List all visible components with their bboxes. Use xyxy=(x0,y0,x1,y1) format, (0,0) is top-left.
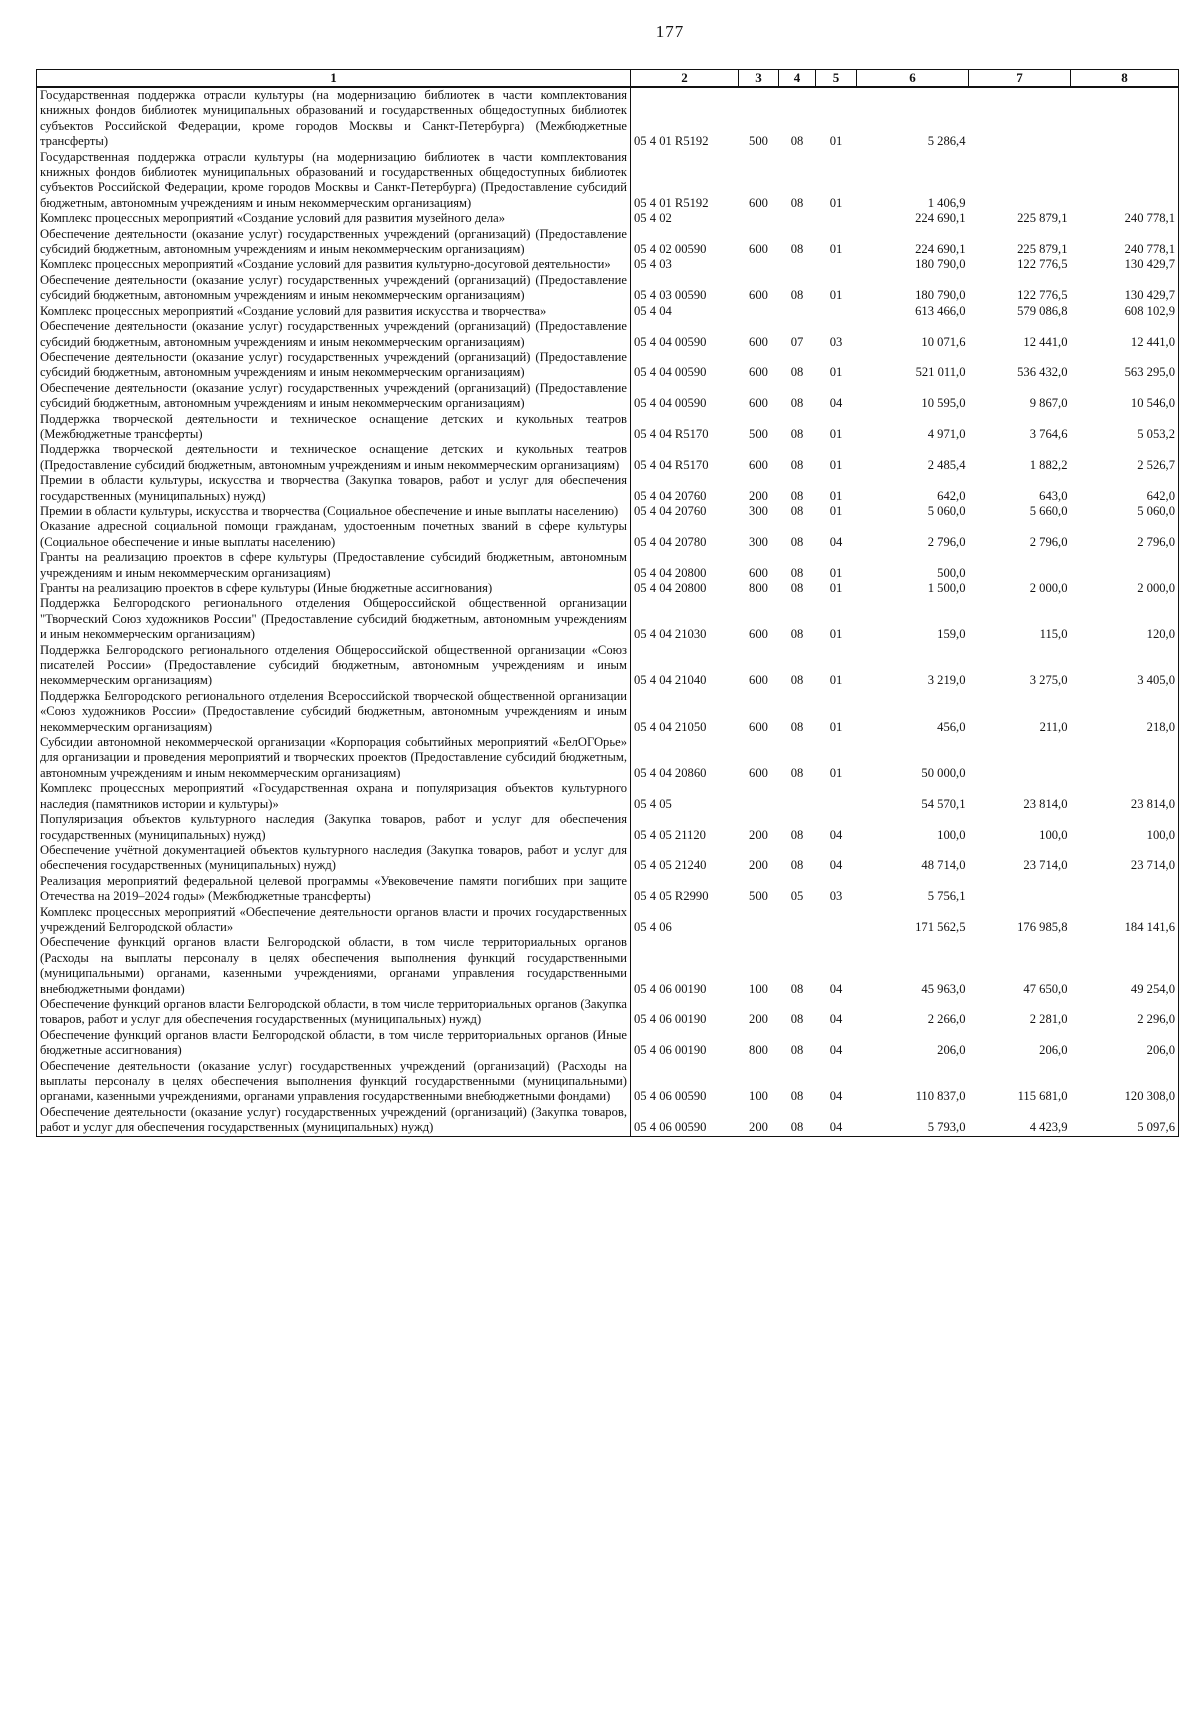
row-description: Реализация мероприятий федеральной целевой программы «Увековечение памяти погибших при защите Отечества на 2019–2024 годы» (Межбюджетные трансферты) xyxy=(37,874,631,905)
amount-col7: 12 441,0 xyxy=(1023,334,1068,349)
budget-code: 05 4 05 xyxy=(631,781,739,812)
amount-col8: 130 429,7 xyxy=(1071,257,1179,272)
subsection-code: 01 xyxy=(829,765,843,780)
expense-type-code: 100 xyxy=(749,981,768,996)
amount-col7: 23 814,0 xyxy=(1023,796,1068,811)
amount-col6: 642,0 xyxy=(937,488,966,503)
amount-col6: 45 963,0 xyxy=(921,981,966,996)
subsection-code xyxy=(816,304,857,319)
amount-col7: 23 714,0 xyxy=(1023,858,1068,873)
expense-type-code xyxy=(739,304,779,319)
expense-type-code xyxy=(739,257,779,272)
amount-col7: 3 764,6 xyxy=(1029,426,1068,441)
amount-col7: 176 985,8 xyxy=(1017,919,1068,934)
subsection-code: 04 xyxy=(829,1043,843,1058)
section-code: 05 xyxy=(790,889,804,904)
section-code: 08 xyxy=(790,627,804,642)
column-header: 6 xyxy=(857,70,969,88)
amount-col6: 100,0 xyxy=(937,827,966,842)
amount-col6: 5 756,1 xyxy=(927,889,966,904)
amount-col7: 211,0 xyxy=(1039,719,1068,734)
row-description: Оказание адресной социальной помощи гражданам, удостоенным почетных званий в сфере культуры (Социальное обеспечение и иные выплаты населению) xyxy=(37,519,631,550)
amount-col6: 10 071,6 xyxy=(921,334,966,349)
amount-col8: 2 796,0 xyxy=(1071,519,1179,550)
budget-code: 05 4 01 R5192 xyxy=(631,150,739,212)
table-row xyxy=(37,442,1179,473)
table-row xyxy=(37,781,1179,812)
table-row xyxy=(37,1059,1179,1105)
table-row xyxy=(37,550,1179,581)
section-code: 08 xyxy=(790,565,804,580)
amount-col8: 5 053,2 xyxy=(1071,412,1179,443)
budget-table xyxy=(36,69,1179,1137)
table-row xyxy=(37,87,1179,150)
table-row xyxy=(37,504,1179,519)
budget-code: 05 4 06 00590 xyxy=(631,1105,739,1136)
table-row xyxy=(37,519,1179,550)
amount-col8: 3 405,0 xyxy=(1071,643,1179,689)
budget-code: 05 4 04 R5170 xyxy=(631,442,739,473)
row-description: Обеспечение деятельности (оказание услуг) государственных учреждений (организаций) (Предоставление субсидий бюджетным, автономным учреждениям и иным некоммерческим организациям) xyxy=(37,381,631,412)
amount-col7: 206,0 xyxy=(1039,1043,1068,1058)
budget-code: 05 4 06 00590 xyxy=(631,1059,739,1105)
amount-col7 xyxy=(969,150,1071,212)
section-code: 08 xyxy=(790,134,804,149)
expense-type-code: 600 xyxy=(749,565,768,580)
amount-col6: 2 796,0 xyxy=(927,534,966,549)
amount-col6: 5 286,4 xyxy=(927,134,966,149)
amount-col8: 2 000,0 xyxy=(1071,581,1179,596)
table-row xyxy=(37,319,1179,350)
amount-col8 xyxy=(1071,87,1179,150)
row-description: Обеспечение функций органов власти Белгородской области, в том числе территориальных органов (Закупка товаров, работ и услуг для обеспечения государственных (муниципальных) нужд) xyxy=(37,997,631,1028)
expense-type-code: 200 xyxy=(739,1105,779,1136)
section-code: 08 xyxy=(790,242,804,257)
amount-col6: 5 793,0 xyxy=(857,1105,969,1136)
budget-code: 05 4 04 R5170 xyxy=(631,412,739,443)
expense-type-code: 600 xyxy=(749,288,768,303)
table-row xyxy=(37,211,1179,226)
budget-code: 05 4 02 xyxy=(631,211,739,226)
row-description: Гранты на реализацию проектов в сфере культуры (Иные бюджетные ассигнования) xyxy=(37,581,631,596)
section-code xyxy=(779,257,816,272)
amount-col6: 613 466,0 xyxy=(915,303,966,318)
budget-code: 05 4 04 xyxy=(631,304,739,319)
subsection-code xyxy=(816,211,857,226)
amount-col7: 9 867,0 xyxy=(1029,396,1068,411)
section-code: 08 xyxy=(779,1105,816,1136)
amount-col6: 1 500,0 xyxy=(927,581,966,595)
section-code: 08 xyxy=(790,426,804,441)
section-code: 08 xyxy=(790,1012,804,1027)
section-code xyxy=(779,304,816,319)
subsection-code: 04 xyxy=(816,1105,857,1136)
column-header: 1 xyxy=(37,70,631,88)
subsection-code: 04 xyxy=(829,534,843,549)
row-description: Обеспечение деятельности (оказание услуг) государственных учреждений (организаций) (Расходы на выплаты персоналу в целях обеспечения выполнения функций государственными (муниципальными) органами, казенными учреждениями, органами управления государственными внебюджетными фондами) xyxy=(37,1059,631,1105)
table-body xyxy=(37,87,1179,1136)
expense-type-code: 600 xyxy=(749,195,768,210)
subsection-code xyxy=(816,257,857,272)
amount-col7: 2 796,0 xyxy=(1029,534,1068,549)
row-description: Комплекс процессных мероприятий «Создание условий для развития культурно-досуговой деятельности» xyxy=(37,257,631,272)
subsection-code: 01 xyxy=(829,242,843,257)
table-row xyxy=(37,350,1179,381)
section-code: 08 xyxy=(790,581,804,595)
amount-col8: 5 060,0 xyxy=(1071,504,1179,519)
amount-col8: 49 254,0 xyxy=(1071,935,1179,997)
amount-col8: 23 714,0 xyxy=(1071,843,1179,874)
amount-col8: 120,0 xyxy=(1071,596,1179,642)
amount-col6: 206,0 xyxy=(937,1043,966,1058)
subsection-code: 04 xyxy=(829,396,843,411)
row-description: Поддержка Белгородского регионального отделения Общероссийской общественной организации "Творческий Союз художников России" (Предоставление субсидий бюджетным, автономным учреждениям и иным некоммерческим организациям) xyxy=(37,596,631,642)
amount-col7: 122 776,5 xyxy=(1017,288,1068,303)
subsection-code xyxy=(816,781,857,812)
row-description: Популяризация объектов культурного наследия (Закупка товаров, работ и услуг для обеспечения государственных (муниципальных) нужд) xyxy=(37,812,631,843)
amount-col6: 521 011,0 xyxy=(915,365,966,380)
section-code: 08 xyxy=(790,503,804,518)
column-header: 2 xyxy=(631,70,739,88)
table-row xyxy=(37,643,1179,689)
subsection-code: 04 xyxy=(829,981,843,996)
budget-code: 05 4 04 20760 xyxy=(631,473,739,504)
row-description: Государственная поддержка отрасли культуры (на модернизацию библиотек в части комплектования книжных фондов библиотек муниципальных образований и государственных общедоступных библиотек субъектов Российской Федерации, кроме городов Москвы и Санкт-Петербурга) (Предоставление субсидий бюджетным, автономным учреждениям и иным некоммерческим организациям) xyxy=(37,150,631,212)
budget-code: 05 4 04 00590 xyxy=(631,381,739,412)
expense-type-code: 600 xyxy=(749,627,768,642)
section-code: 08 xyxy=(790,673,804,688)
amount-col7: 2 000,0 xyxy=(1029,581,1068,595)
budget-code: 05 4 02 00590 xyxy=(631,227,739,258)
amount-col6: 456,0 xyxy=(937,719,966,734)
budget-code: 05 4 05 21240 xyxy=(631,843,739,874)
section-code: 08 xyxy=(790,719,804,734)
table-row xyxy=(37,381,1179,412)
table-row xyxy=(37,874,1179,905)
amount-col8: 5 097,6 xyxy=(1071,1105,1179,1136)
amount-col8: 23 814,0 xyxy=(1071,781,1179,812)
page-number: 177 xyxy=(655,22,685,41)
amount-col7: 579 086,8 xyxy=(1017,303,1068,318)
amount-col8: 12 441,0 xyxy=(1071,319,1179,350)
row-description: Комплекс процессных мероприятий «Создание условий для развития искусства и творчества» xyxy=(37,304,631,319)
budget-code: 05 4 04 21040 xyxy=(631,643,739,689)
row-description: Комплекс процессных мероприятий «Обеспечение деятельности органов власти и прочих государственных учреждений Белгородской области» xyxy=(37,905,631,936)
amount-col7 xyxy=(969,87,1071,150)
expense-type-code: 300 xyxy=(749,503,768,518)
subsection-code: 03 xyxy=(829,889,843,904)
expense-type-code: 200 xyxy=(749,858,768,873)
expense-type-code: 600 xyxy=(749,334,768,349)
expense-type-code: 600 xyxy=(749,765,768,780)
table-row xyxy=(37,1105,1179,1136)
expense-type-code: 500 xyxy=(749,426,768,441)
table-row xyxy=(37,473,1179,504)
row-description: Комплекс процессных мероприятий «Создание условий для развития музейного дела» xyxy=(37,211,631,226)
amount-col6: 171 562,5 xyxy=(915,919,966,934)
column-header: 4 xyxy=(779,70,816,88)
table-row xyxy=(37,581,1179,596)
row-description: Обеспечение деятельности (оказание услуг) государственных учреждений (организаций) (Предоставление субсидий бюджетным, автономным учреждениям и иным некоммерческим организациям) xyxy=(37,273,631,304)
amount-col6: 110 837,0 xyxy=(915,1089,966,1104)
table-row xyxy=(37,304,1179,319)
column-header: 5 xyxy=(816,70,857,88)
section-code: 08 xyxy=(790,858,804,873)
amount-col6: 50 000,0 xyxy=(921,765,966,780)
budget-code: 05 4 06 xyxy=(631,905,739,936)
amount-col7: 3 275,0 xyxy=(1029,673,1068,688)
budget-code: 05 4 04 21030 xyxy=(631,596,739,642)
row-description: Гранты на реализацию проектов в сфере культуры (Предоставление субсидий бюджетным, автономным учреждениям и иным некоммерческим организациям) xyxy=(37,550,631,581)
amount-col7: 225 879,1 xyxy=(1017,242,1068,257)
amount-col8: 184 141,6 xyxy=(1071,905,1179,936)
amount-col7 xyxy=(969,550,1071,581)
row-description: Поддержка творческой деятельности и техническое оснащение детских и кукольных театров (Межбюджетные трансферты) xyxy=(37,412,631,443)
table-row xyxy=(37,689,1179,735)
subsection-code: 01 xyxy=(829,195,843,210)
amount-col7: 115 681,0 xyxy=(1017,1089,1068,1104)
amount-col6: 500,0 xyxy=(937,565,966,580)
subsection-code: 01 xyxy=(829,134,843,149)
amount-col8: 130 429,7 xyxy=(1071,273,1179,304)
subsection-code: 04 xyxy=(829,858,843,873)
table-row xyxy=(37,150,1179,212)
section-code: 08 xyxy=(790,288,804,303)
section-code: 08 xyxy=(790,1043,804,1058)
section-code: 08 xyxy=(790,488,804,503)
budget-code: 05 4 06 00190 xyxy=(631,935,739,997)
amount-col7: 2 281,0 xyxy=(1029,1012,1068,1027)
row-description: Обеспечение деятельности (оказание услуг) государственных учреждений (организаций) (Предоставление субсидий бюджетным, автономным учреждениям и иным некоммерческим организациям) xyxy=(37,350,631,381)
amount-col6: 54 570,1 xyxy=(921,796,966,811)
amount-col6: 180 790,0 xyxy=(915,257,966,272)
section-code: 08 xyxy=(790,365,804,380)
row-description: Обеспечение деятельности (оказание услуг) государственных учреждений (организаций) (Предоставление субсидий бюджетным, автономным учреждениям и иным некоммерческим организациям) xyxy=(37,227,631,258)
amount-col8: 120 308,0 xyxy=(1071,1059,1179,1105)
expense-type-code xyxy=(739,905,779,936)
amount-col7: 536 432,0 xyxy=(1017,365,1068,380)
amount-col6: 224 690,1 xyxy=(915,242,966,257)
table-row xyxy=(37,596,1179,642)
subsection-code: 01 xyxy=(829,488,843,503)
row-description: Премии в области культуры, искусства и творчества (Социальное обеспечение и иные выплаты населению) xyxy=(37,504,631,519)
budget-code: 05 4 05 21120 xyxy=(631,812,739,843)
amount-col7: 100,0 xyxy=(1039,827,1068,842)
subsection-code: 01 xyxy=(829,673,843,688)
section-code: 08 xyxy=(790,981,804,996)
expense-type-code: 800 xyxy=(749,581,768,595)
amount-col8 xyxy=(1071,735,1179,781)
amount-col6: 2 266,0 xyxy=(927,1012,966,1027)
section-code: 08 xyxy=(790,396,804,411)
amount-col7 xyxy=(969,874,1071,905)
amount-col7: 643,0 xyxy=(1039,488,1068,503)
expense-type-code: 300 xyxy=(749,534,768,549)
amount-col6: 159,0 xyxy=(937,627,966,642)
expense-type-code: 100 xyxy=(749,1089,768,1104)
subsection-code: 01 xyxy=(829,719,843,734)
expense-type-code: 500 xyxy=(749,889,768,904)
amount-col8: 2 526,7 xyxy=(1071,442,1179,473)
amount-col6: 224 690,1 xyxy=(915,211,966,226)
section-code: 08 xyxy=(790,534,804,549)
table-row xyxy=(37,812,1179,843)
table-row xyxy=(37,1028,1179,1059)
amount-col7: 47 650,0 xyxy=(1023,981,1068,996)
section-code xyxy=(779,211,816,226)
expense-type-code: 200 xyxy=(749,488,768,503)
amount-col7: 122 776,5 xyxy=(1017,257,1068,272)
table-row xyxy=(37,735,1179,781)
column-header: 8 xyxy=(1071,70,1179,88)
amount-col8: 642,0 xyxy=(1071,473,1179,504)
subsection-code: 01 xyxy=(829,581,843,595)
table-header-row xyxy=(37,70,1179,88)
amount-col6: 2 485,4 xyxy=(927,457,966,472)
budget-code: 05 4 03 00590 xyxy=(631,273,739,304)
row-description: Обеспечение деятельности (оказание услуг) государственных учреждений (организаций) (Предоставление субсидий бюджетным, автономным учреждениям и иным некоммерческим организациям) xyxy=(37,319,631,350)
row-description: Обеспечение функций органов власти Белгородской области, в том числе территориальных органов (Иные бюджетные ассигнования) xyxy=(37,1028,631,1059)
table-row xyxy=(37,257,1179,272)
budget-code: 05 4 04 20800 xyxy=(631,550,739,581)
expense-type-code: 200 xyxy=(749,1012,768,1027)
amount-col6: 180 790,0 xyxy=(915,288,966,303)
row-description: Поддержка Белгородского регионального отделения Всероссийской творческой общественной организации «Союз художников России» (Предоставление субсидий бюджетным, автономным учреждениям и иным некоммерческим организациям) xyxy=(37,689,631,735)
row-description: Обеспечение функций органов власти Белгородской области, в том числе территориальных органов (Расходы на выплаты персоналу в целях обеспечения выполнения функций государственными (муниципальными) органами, казенными учреждениями, органами управления государственными внебюджетными фондами) xyxy=(37,935,631,997)
row-description: Обеспечение деятельности (оказание услуг) государственных учреждений (организаций) (Закупка товаров, работ и услуг для обеспечения государственных (муниципальных) нужд) xyxy=(37,1105,631,1136)
budget-code: 05 4 04 20760 xyxy=(631,504,739,519)
amount-col8: 240 778,1 xyxy=(1071,211,1179,226)
table-row xyxy=(37,412,1179,443)
budget-code: 05 4 04 20800 xyxy=(631,581,739,596)
section-code: 08 xyxy=(790,1089,804,1104)
budget-code: 05 4 04 21050 xyxy=(631,689,739,735)
column-header: 3 xyxy=(739,70,779,88)
amount-col7: 115,0 xyxy=(1039,627,1068,642)
subsection-code: 04 xyxy=(829,827,843,842)
subsection-code: 04 xyxy=(829,1012,843,1027)
budget-code: 05 4 04 20860 xyxy=(631,735,739,781)
expense-type-code xyxy=(739,211,779,226)
amount-col8: 100,0 xyxy=(1071,812,1179,843)
amount-col7: 4 423,9 xyxy=(969,1105,1071,1136)
section-code: 08 xyxy=(790,827,804,842)
table-row xyxy=(37,997,1179,1028)
expense-type-code: 600 xyxy=(749,719,768,734)
subsection-code: 01 xyxy=(829,426,843,441)
amount-col8: 10 546,0 xyxy=(1071,381,1179,412)
subsection-code: 01 xyxy=(829,365,843,380)
expense-type-code: 200 xyxy=(749,827,768,842)
expense-type-code: 800 xyxy=(749,1043,768,1058)
amount-col6: 5 060,0 xyxy=(927,503,966,518)
row-description: Поддержка творческой деятельности и техническое оснащение детских и кукольных театров (Предоставление субсидий бюджетным, автономным учреждениям и иным некоммерческим организациям) xyxy=(37,442,631,473)
expense-type-code: 600 xyxy=(749,673,768,688)
row-description: Субсидии автономной некоммерческой организации «Корпорация событийных мероприятий «БелОГОрье» для организации и проведения мероприятий и творческих проектов (Предоставление субсидий бюджетным, автономным учреждениям и иным некоммерческим организациям) xyxy=(37,735,631,781)
amount-col7: 1 882,2 xyxy=(1029,457,1068,472)
column-header: 7 xyxy=(969,70,1071,88)
amount-col6: 48 714,0 xyxy=(921,858,966,873)
budget-code: 05 4 04 00590 xyxy=(631,319,739,350)
amount-col8 xyxy=(1071,874,1179,905)
table-row xyxy=(37,935,1179,997)
expense-type-code: 600 xyxy=(749,242,768,257)
budget-code: 05 4 05 R2990 xyxy=(631,874,739,905)
table-row xyxy=(37,273,1179,304)
section-code: 08 xyxy=(790,765,804,780)
section-code xyxy=(779,905,816,936)
amount-col8: 563 295,0 xyxy=(1071,350,1179,381)
subsection-code xyxy=(816,905,857,936)
expense-type-code: 600 xyxy=(749,365,768,380)
row-description: Премии в области культуры, искусства и творчества (Закупка товаров, работ и услуг для обеспечения государственных (муниципальных) нужд) xyxy=(37,473,631,504)
table-row xyxy=(37,843,1179,874)
section-code: 07 xyxy=(790,334,804,349)
expense-type-code xyxy=(739,781,779,812)
subsection-code: 01 xyxy=(829,503,843,518)
row-description: Комплекс процессных мероприятий «Государственная охрана и популяризация объектов культурного наследия (памятников истории и культуры)» xyxy=(37,781,631,812)
amount-col8: 240 778,1 xyxy=(1071,227,1179,258)
expense-type-code: 600 xyxy=(749,457,768,472)
row-description: Государственная поддержка отрасли культуры (на модернизацию библиотек в части комплектования книжных фондов библиотек муниципальных образований и государственных общедоступных библиотек субъектов Российской Федерации, кроме городов Москвы и Санкт-Петербурга) (Межбюджетные трансферты) xyxy=(37,87,631,150)
amount-col7 xyxy=(969,735,1071,781)
section-code: 08 xyxy=(790,195,804,210)
amount-col6: 4 971,0 xyxy=(927,426,966,441)
budget-code: 05 4 04 00590 xyxy=(631,350,739,381)
row-description: Обеспечение учётной документацией объектов культурного наследия (Закупка товаров, работ и услуг для обеспечения государственных (муниципальных) нужд) xyxy=(37,843,631,874)
subsection-code: 01 xyxy=(829,457,843,472)
amount-col8: 2 296,0 xyxy=(1071,997,1179,1028)
table-row xyxy=(37,227,1179,258)
amount-col7: 225 879,1 xyxy=(1017,211,1068,226)
subsection-code: 01 xyxy=(829,565,843,580)
subsection-code: 01 xyxy=(829,288,843,303)
budget-code: 05 4 06 00190 xyxy=(631,1028,739,1059)
amount-col6: 1 406,9 xyxy=(927,195,966,210)
subsection-code: 01 xyxy=(829,627,843,642)
amount-col8: 206,0 xyxy=(1071,1028,1179,1059)
budget-code: 05 4 06 00190 xyxy=(631,997,739,1028)
amount-col6: 3 219,0 xyxy=(927,673,966,688)
budget-code: 05 4 03 xyxy=(631,257,739,272)
amount-col8: 218,0 xyxy=(1071,689,1179,735)
budget-code: 05 4 01 R5192 xyxy=(631,87,739,150)
subsection-code: 03 xyxy=(829,334,843,349)
budget-code: 05 4 04 20780 xyxy=(631,519,739,550)
expense-type-code: 500 xyxy=(749,134,768,149)
subsection-code: 04 xyxy=(829,1089,843,1104)
section-code: 08 xyxy=(790,457,804,472)
table-row xyxy=(37,905,1179,936)
amount-col8 xyxy=(1071,550,1179,581)
expense-type-code: 600 xyxy=(749,396,768,411)
amount-col8 xyxy=(1071,150,1179,212)
section-code xyxy=(779,781,816,812)
row-description: Поддержка Белгородского регионального отделения Общероссийской общественной организации «Союз писателей России» (Предоставление субсидий бюджетным, автономным учреждениям и иным некоммерческим организациям) xyxy=(37,643,631,689)
amount-col7: 5 660,0 xyxy=(1029,503,1068,518)
amount-col8: 608 102,9 xyxy=(1071,304,1179,319)
amount-col6: 10 595,0 xyxy=(921,396,966,411)
